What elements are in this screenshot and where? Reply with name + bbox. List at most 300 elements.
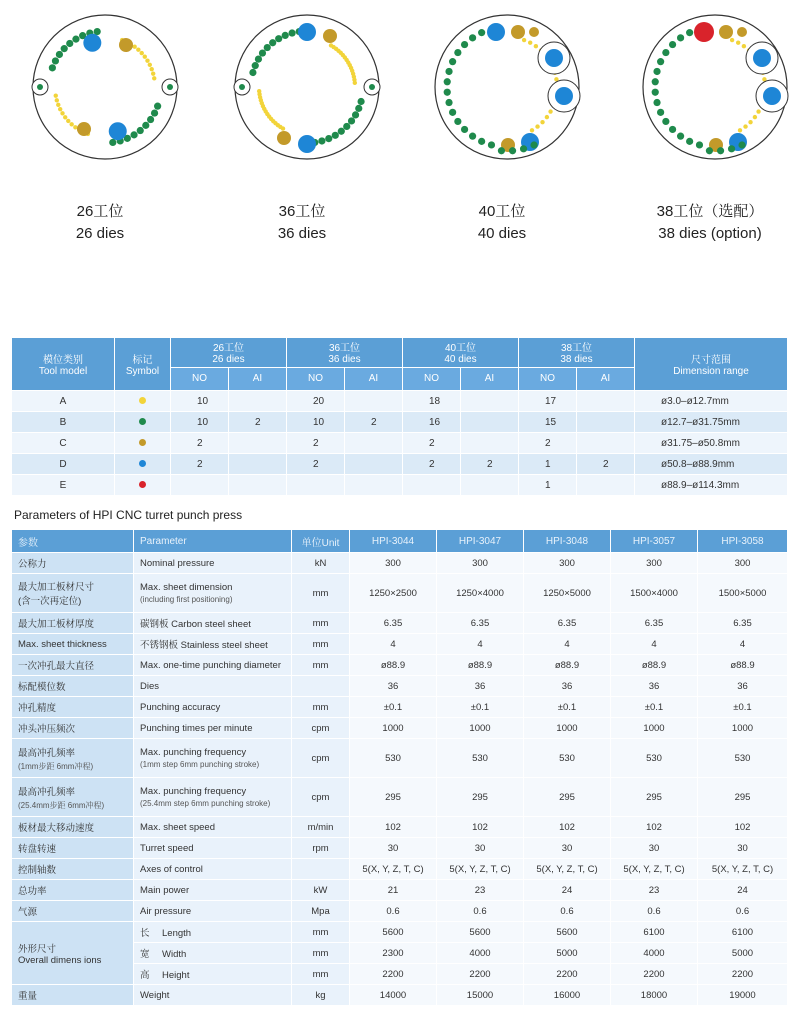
die-a [530,128,534,132]
param-value: 30 [350,838,437,859]
die-a [748,120,752,124]
header-en: Symbol [125,366,160,377]
tool-count [345,433,403,454]
header-en: Tool model [38,366,88,377]
param-value: 295 [611,778,698,817]
turret-caption-cn: 26工位 [76,203,124,220]
param-name-en: Punching accuracy [134,697,292,718]
tool-count [229,433,287,454]
tool-count: 2 [461,454,519,475]
param-name-cn: 重量 [12,985,134,1006]
param-value: 15000 [437,985,524,1006]
die-a [136,48,140,52]
param-value: 6100 [698,922,788,943]
param-row [12,697,788,718]
turret-36 [212,0,392,250]
param-name-cn: 外形尺寸 Overall dimens ions [12,922,134,985]
param-row [12,838,788,859]
tool-row [12,391,788,412]
die-c [737,27,747,37]
tool-count: 10 [171,412,229,433]
param-name-en: Axes of control [134,859,292,880]
tool-count [577,412,635,433]
param-value: 1250×2500 [350,574,437,613]
die-a [742,44,746,48]
param-unit: mm [292,655,350,676]
param-value: 1500×4000 [611,574,698,613]
tool-count: 2 [287,454,345,475]
die-b [657,58,664,65]
param-value: 23 [611,880,698,901]
turret-36-diagram [232,12,382,162]
die-b [677,133,684,140]
die-a [736,41,740,45]
param-value: 1000 [611,718,698,739]
tool-table [12,338,788,496]
die-b [662,49,669,56]
die-c [277,131,291,145]
param-value: 0.6 [350,901,437,922]
param-unit: mm [292,964,350,985]
die-b [454,49,461,56]
param-row [12,718,788,739]
die-b [469,34,476,41]
die-b [239,84,245,90]
die-d [753,49,771,67]
param-name-en: Turret speed [134,838,292,859]
die-b [498,147,505,154]
param-unit: cpm [292,718,350,739]
param-name-en: 不锈钢板 Stainless steel sheet [134,634,292,655]
param-unit: kN [292,553,350,574]
param-value: 5(X, Y, Z, T, C) [350,859,437,880]
tool-count: 2 [519,433,577,454]
param-value: 24 [698,880,788,901]
die-a [73,125,77,129]
param-value: 2200 [524,964,611,985]
die-b [66,40,73,47]
col-no: NO [403,368,461,391]
param-unit: cpm [292,739,350,778]
die-b [478,29,485,36]
param-value: 295 [698,778,788,817]
param-value: 530 [611,739,698,778]
param-value: 30 [698,838,788,859]
die-b [469,133,476,140]
die-d [763,87,781,105]
symbol-dot-icon [139,481,146,488]
die-a [738,128,742,132]
tool-count: 2 [345,412,403,433]
tool-count: 2 [287,433,345,454]
param-name-en: Max. sheet speed [134,817,292,838]
tool-count [287,475,345,496]
tool-count: 10 [171,391,229,412]
die-b [652,78,659,85]
die-b [61,45,68,52]
die-a [56,103,60,107]
die-b [348,117,355,124]
die-b [151,109,158,116]
turret-caption-en: 38 dies (option) [658,225,762,242]
param-name-cn: 最大加工板材尺寸 (含一次再定位) [12,574,134,613]
param-value: 14000 [350,985,437,1006]
turret-diagrams [0,0,800,260]
param-value: 1250×5000 [524,574,611,613]
tool-count: 2 [171,454,229,475]
param-row [12,655,788,676]
die-a [522,38,526,42]
param-value: 5(X, Y, Z, T, C) [698,859,788,880]
die-a [756,109,760,113]
param-unit: mm [292,634,350,655]
param-value: ±0.1 [437,697,524,718]
die-a [353,81,357,85]
param-unit [292,676,350,697]
die-b [445,99,452,106]
param-value: 6.35 [524,613,611,634]
die-a [55,98,59,102]
tool-row [12,454,788,475]
die-b [72,36,79,43]
param-value: 530 [698,739,788,778]
die-c [719,25,733,39]
die-c [119,38,133,52]
die-b [49,64,56,71]
param-value: ø88.9 [350,655,437,676]
param-value: 0.6 [698,901,788,922]
param-unit: rpm [292,838,350,859]
param-name-en: 长 Length [134,922,292,943]
die-d [487,23,505,41]
param-value: ±0.1 [698,697,788,718]
die-a [257,89,261,93]
die-b [142,122,149,129]
param-row [12,880,788,901]
die-b [343,123,350,130]
die-d [109,122,127,140]
param-name-cn: 板材最大移动速度 [12,817,134,838]
die-a [66,119,70,123]
tool-count [461,412,519,433]
die-b [696,141,703,148]
die-c [323,29,337,43]
param-value: 30 [611,838,698,859]
param-row [12,922,788,943]
param-value: 1000 [437,718,524,739]
param-unit: mm [292,574,350,613]
param-unit: mm [292,922,350,943]
die-b [355,105,362,112]
symbol-dot-icon [139,418,146,425]
param-value: ø88.9 [437,655,524,676]
die-a [69,122,73,126]
die-a [730,38,734,42]
turret-caption-en: 26 dies [75,225,125,242]
param-value: 5600 [437,922,524,943]
die-b [259,49,266,56]
col-ai: AI [461,368,519,391]
param-value: 19000 [698,985,788,1006]
die-d [555,87,573,105]
col-group-38: 38工位 38 dies [519,338,635,368]
tool-row [12,475,788,496]
die-b [478,138,485,145]
param-value: 295 [437,778,524,817]
param-value: 36 [611,676,698,697]
param-name-en: Max. sheet dimension (including first positioning) [134,574,292,613]
die-b [37,84,43,90]
param-name-cn: 冲孔精度 [12,697,134,718]
tool-model: D [12,454,115,475]
col-model: HPI-3058 [698,530,788,553]
param-name-cn: 最大加工板材厚度 [12,613,134,634]
col-group-26: 26工位 26 dies [171,338,287,368]
die-b [449,58,456,65]
die-d [545,49,563,67]
param-name-cn: 转盘转速 [12,838,134,859]
param-value: 24 [524,880,611,901]
tool-symbol [115,412,171,433]
turret-26-diagram [30,12,180,162]
param-name-en: Dies [134,676,292,697]
param-value: 530 [437,739,524,778]
die-a [58,107,62,111]
tool-model: E [12,475,115,496]
tool-count [345,475,403,496]
param-value: 4000 [611,943,698,964]
turret-38 [620,0,800,250]
param-value: 5(X, Y, Z, T, C) [611,859,698,880]
die-d [83,34,101,52]
die-b [686,29,693,36]
param-value: 30 [524,838,611,859]
params-table [12,530,788,1006]
tool-count: 2 [577,454,635,475]
die-b [154,103,161,110]
param-unit: kg [292,985,350,1006]
tool-model: C [12,433,115,454]
die-a [528,41,532,45]
param-value: 6.35 [350,613,437,634]
param-value: 0.6 [437,901,524,922]
param-value: 1000 [350,718,437,739]
die-b [653,68,660,75]
col-param-cn: 参数 [12,530,134,553]
die-b [52,57,59,64]
param-unit: cpm [292,778,350,817]
die-a [148,63,152,67]
die-b [662,118,669,125]
param-row [12,634,788,655]
die-a [152,76,156,80]
tool-symbol [115,475,171,496]
die-b [282,32,289,39]
param-value: 36 [350,676,437,697]
turret-26 [10,0,190,250]
die-a [743,124,747,128]
param-row [12,676,788,697]
col-group-40: 40工位 40 dies [403,338,519,368]
die-b [56,51,63,58]
param-unit [292,859,350,880]
param-value: 4 [524,634,611,655]
param-name-en: Max. punching frequency (1mm step 6mm punching stroke) [134,739,292,778]
tool-count [345,454,403,475]
die-b [255,55,262,62]
turret-caption-en: 36 dies [277,225,327,242]
die-b [738,141,745,148]
param-value: 36 [698,676,788,697]
turret-caption-en: 40 dies [477,225,527,242]
die-c [511,25,525,39]
param-name-cn: 最高冲孔频率 (25.4mm步距 6mm冲程) [12,778,134,817]
die-c [77,122,91,136]
die-b [269,39,276,46]
header-cn: 模位类别 [43,355,83,366]
param-unit: mm [292,613,350,634]
die-d [298,135,316,153]
die-a [753,115,757,119]
col-unit: 单位Unit [292,530,350,553]
param-value: 300 [611,553,698,574]
die-b [686,138,693,145]
die-a [132,45,136,49]
tool-row [12,412,788,433]
tool-count [461,475,519,496]
turret-40 [412,0,592,250]
param-value: 530 [350,739,437,778]
param-unit: kW [292,880,350,901]
tool-count: 16 [403,412,461,433]
param-value: 295 [350,778,437,817]
param-value: ø88.9 [698,655,788,676]
col-no: NO [287,368,345,391]
param-value: ø88.9 [524,655,611,676]
die-b [332,132,339,139]
param-value: 300 [437,553,524,574]
tool-count [577,475,635,496]
die-a [540,120,544,124]
tool-range: ø50.8–ø88.9mm [635,454,788,475]
col-dimension-range: 尺寸范围 Dimension range [635,338,788,391]
tool-count: 1 [519,475,577,496]
die-c [529,27,539,37]
tool-count: 2 [229,412,287,433]
turret-caption-cn: 40工位 [478,203,526,220]
tool-count [461,391,519,412]
param-name-en: 碳钢板 Carbon steel sheet [134,613,292,634]
die-b [461,126,468,133]
param-name-cn: Max. sheet thickness [12,634,134,655]
die-b [352,111,359,118]
param-value: 6100 [611,922,698,943]
die-a [54,93,58,97]
param-value: 102 [350,817,437,838]
col-tool-model [12,338,115,391]
param-row [12,613,788,634]
param-value: 6.35 [437,613,524,634]
col-symbol [115,338,171,391]
tool-range: ø3.0–ø12.7mm [635,391,788,412]
die-b [669,126,676,133]
col-no: NO [171,368,229,391]
param-name-cn: 控制轴数 [12,859,134,880]
param-value: 295 [524,778,611,817]
param-value: ±0.1 [524,697,611,718]
turret-caption-cn: 36工位 [278,203,326,220]
param-value: 5000 [698,943,788,964]
param-value: 1500×5000 [698,574,788,613]
tool-count [229,454,287,475]
tool-row [12,433,788,454]
param-value: 30 [437,838,524,859]
die-a [145,58,149,62]
param-name-en: Punching times per minute [134,718,292,739]
die-b [249,69,256,76]
tool-count: 1 [519,454,577,475]
param-value: 36 [524,676,611,697]
col-no: NO [519,368,577,391]
symbol-dot-icon [139,397,146,404]
die-b [488,141,495,148]
param-value: 1000 [524,718,611,739]
die-a [535,124,539,128]
die-b [449,109,456,116]
die-a [545,115,549,119]
die-b [147,116,154,123]
param-name-cn: 一次冲孔最大直径 [12,655,134,676]
die-b [264,44,271,51]
die-e [694,22,714,42]
param-name-cn: 总功率 [12,880,134,901]
die-b [454,118,461,125]
param-value: 5600 [524,922,611,943]
die-b [275,35,282,42]
die-b [252,62,259,69]
header-cn: 标记 [132,355,153,366]
col-ai: AI [577,368,635,391]
col-model: HPI-3048 [524,530,611,553]
die-b [530,141,537,148]
tool-count: 17 [519,391,577,412]
die-b [444,78,451,85]
die-b [325,135,332,142]
param-value: 300 [698,553,788,574]
param-name-cn: 公称力 [12,553,134,574]
param-name-en: 高 Height [134,964,292,985]
param-value: 2300 [350,943,437,964]
turret-caption-cn: 38工位（选配） [656,203,764,220]
param-value: 16000 [524,985,611,1006]
col-group-36: 36工位 36 dies [287,338,403,368]
param-name-cn: 最高冲孔频率 (1mm步距 6mm冲程) [12,739,134,778]
param-unit: mm [292,697,350,718]
die-a [63,115,67,119]
tool-count [577,391,635,412]
param-value: 5000 [524,943,611,964]
col-ai: AI [229,368,287,391]
col-model: HPI-3044 [350,530,437,553]
die-b [167,84,173,90]
param-value: 5(X, Y, Z, T, C) [524,859,611,880]
tool-count: 2 [171,433,229,454]
tool-range: ø31.75–ø50.8mm [635,433,788,454]
die-d [298,23,316,41]
die-b [369,84,375,90]
col-model: HPI-3047 [437,530,524,553]
param-unit: mm [292,943,350,964]
